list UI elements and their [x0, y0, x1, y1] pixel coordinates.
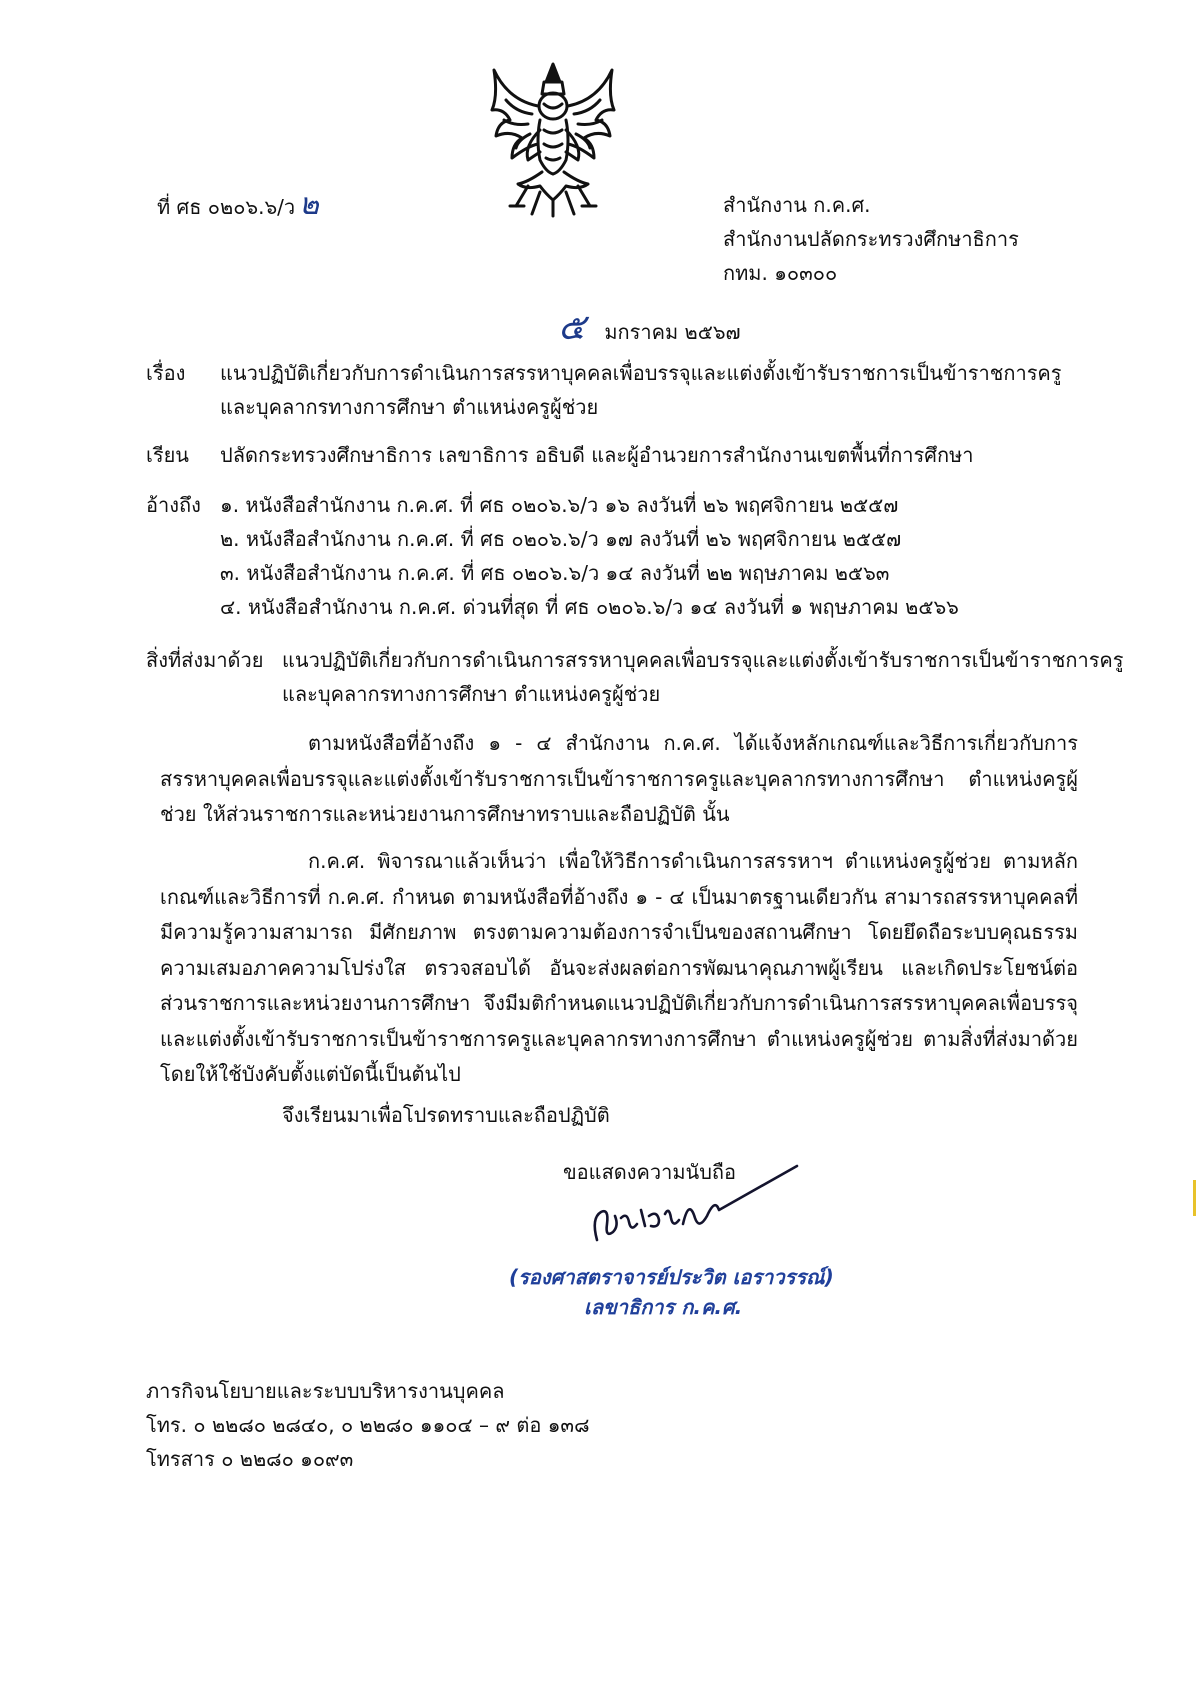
subject-line-1: แนวปฏิบัติเกี่ยวกับการดำเนินการสรรหาบุคคลเพื่อบรรจุและแต่งตั้งเข้ารับราชการเป็นข้าราชการครู — [220, 361, 1062, 385]
letter-number-handwritten: ๒ — [299, 187, 319, 222]
regards-text: ขอแสดงความนับถือ — [563, 1160, 737, 1184]
recipient-label: เรียน — [146, 443, 189, 467]
recipient-text: ปลัดกระทรวงศึกษาธิการ เลขาธิการ อธิบดี และผู้อำนวยการสำนักงานเขตพื้นที่การศึกษา — [220, 443, 974, 467]
letter-number — [157, 188, 319, 224]
body-paragraph-2 — [160, 844, 1078, 1093]
signatory-position: เลขาธิการ ก.ค.ศ. — [584, 1295, 743, 1319]
reference-item-1: ๑. หนังสือสำนักงาน ก.ค.ศ. ที่ ศธ ๐๒๐๖.๖/ว ๑๖ ลงวันที่ ๒๖ พฤศจิกายน ๒๕๕๗ — [220, 493, 899, 517]
footer-department: ภารกิจนโยบายและระบบบริหารงานบุคคล — [146, 1379, 505, 1403]
signature-image — [585, 1158, 805, 1253]
body-paragraph-1-text: ตามหนังสือที่อ้างถึง ๑ - ๔ สำนักงาน ก.ค.ศ. ได้แจ้งหลักเกณฑ์และวิธีการเกี่ยวกับการสรรหาบุคคลเพื่อบรรจุและแต่งตั้งเข้ารับราชการเป็นข้าราชการครูและบุคลากรทางการศึกษา ตำแหน่งครูผู้ช่วย ให้ส่วนราชการและหน่วยงานการศึกษาทราบและถือปฏิบัติ นั้น — [160, 731, 1078, 826]
page-edge-mark — [1193, 1180, 1196, 1216]
letter-date — [558, 298, 741, 355]
office-line-2: สำนักงานปลัดกระทรวงศึกษาธิการ — [723, 227, 1019, 251]
date-day-handwritten: ๕ — [558, 307, 586, 348]
enclosure-line-2: และบุคลากรทางการศึกษา ตำแหน่งครูผู้ช่วย — [282, 682, 661, 706]
body-paragraph-1 — [160, 726, 1078, 833]
subject-line-2: และบุคลากรทางการศึกษา ตำแหน่งครูผู้ช่วย — [220, 395, 599, 419]
date-month-year: มกราคม ๒๕๖๗ — [604, 320, 741, 344]
subject-label: เรื่อง — [146, 361, 186, 385]
footer-phone: โทร. ๐ ๒๒๘๐ ๒๘๔๐, ๐ ๒๒๘๐ ๑๑๐๔ – ๙ ต่อ ๑๓๘ — [146, 1413, 590, 1437]
closing-request: จึงเรียนมาเพื่อโปรดทราบและถือปฏิบัติ — [282, 1103, 610, 1127]
signatory-name: (รองศาสตราจารย์ประวิต เอราวรรณ์) — [509, 1265, 834, 1289]
office-line-3: กทม. ๑๐๓๐๐ — [723, 261, 838, 285]
reference-item-3: ๓. หนังสือสำนักงาน ก.ค.ศ. ที่ ศธ ๐๒๐๖.๖/ว ๑๔ ลงวันที่ ๒๒ พฤษภาคม ๒๕๖๓ — [220, 561, 890, 585]
body-paragraph-2-text: ก.ค.ศ. พิจารณาแล้วเห็นว่า เพื่อให้วิธีการดำเนินการสรรหาฯ ตำแหน่งครูผู้ช่วย ตามหลักเกณฑ์และวิธีการที่ ก.ค.ศ. กำหนด ตามหนังสือที่อ้างถึง ๑ - ๔ เป็นมาตรฐานเดียวกัน สามารถสรรหาบุคคลที่มีความรู้ความสามารถ มีศักยภาพ ตรงตามความต้องการจำเป็นของสถานศึกษา โดยยึดถือระบบคุณธรรม ความเสมอภาคความโปร่งใส ตรวจสอบได้ อันจะส่งผลต่อการพัฒนาคุณภาพผู้เรียน และเกิดประโยชน์ต่อส่วนราชการและหน่วยงานการศึกษา จึงมีมติกำหนดแนวปฏิบัติเกี่ยวกับการดำเนินการสรรหาบุคคลเพื่อบรรจุและแต่งตั้งเข้ารับราชการเป็นข้าราชการครูและบุคลากรทางการศึกษา ตำแหน่งครูผู้ช่วย ตามสิ่งที่ส่งมาด้วย โดยให้ใช้บังคับตั้งแต่บัดนี้เป็นต้นไป — [160, 849, 1078, 1086]
enclosure-line-1: แนวปฏิบัติเกี่ยวกับการดำเนินการสรรหาบุคคลเพื่อบรรจุและแต่งตั้งเข้ารับราชการเป็นข้าราชการครู — [282, 648, 1124, 672]
enclosure-label: สิ่งที่ส่งมาด้วย — [146, 648, 264, 672]
reference-item-4: ๔. หนังสือสำนักงาน ก.ค.ศ. ด่วนที่สุด ที่ ศธ ๐๒๐๖.๖/ว ๑๔ ลงวันที่ ๑ พฤษภาคม ๒๕๖๖ — [220, 595, 959, 619]
office-line-1: สำนักงาน ก.ค.ศ. — [723, 193, 871, 217]
reference-item-2: ๒. หนังสือสำนักงาน ก.ค.ศ. ที่ ศธ ๐๒๐๖.๖/ว ๑๗ ลงวันที่ ๒๖ พฤศจิกายน ๒๕๕๗ — [220, 527, 902, 551]
garuda-emblem-icon — [488, 60, 618, 218]
references-label: อ้างถึง — [146, 493, 201, 517]
footer-fax: โทรสาร ๐ ๒๒๘๐ ๑๐๙๓ — [146, 1447, 354, 1471]
letter-number-text: ที่ ศธ ๐๒๐๖.๖/ว — [157, 195, 296, 219]
